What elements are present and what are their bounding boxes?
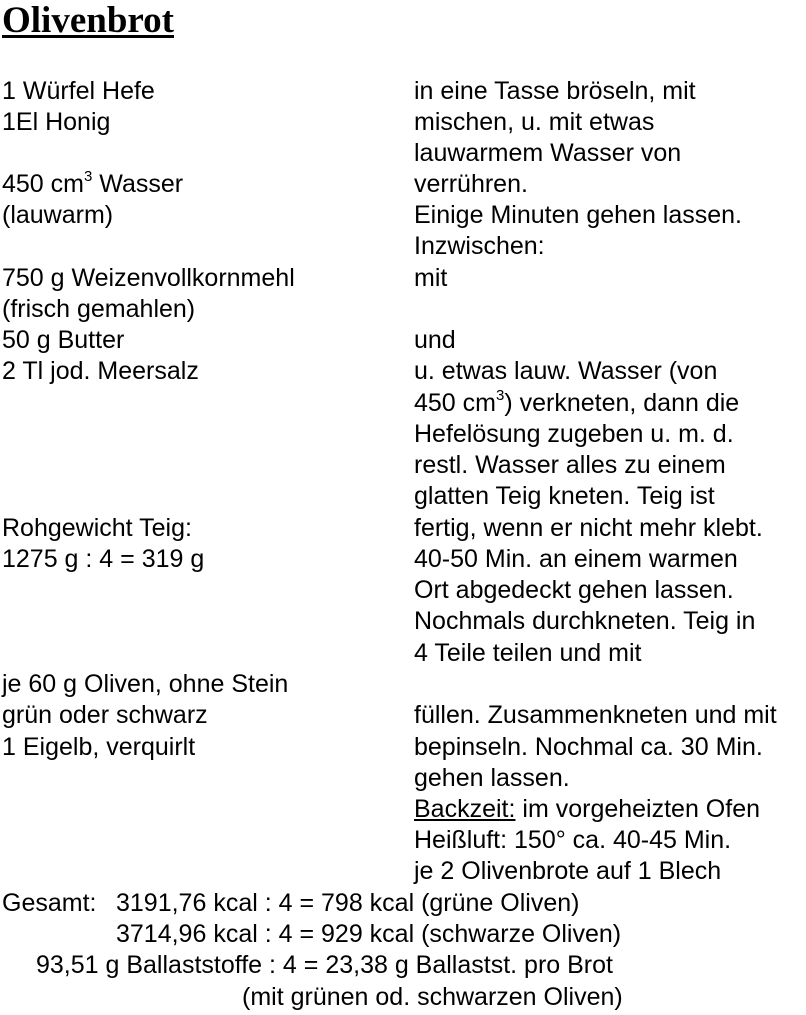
backzeit-label: Backzeit: bbox=[414, 795, 516, 823]
ingredient-honig: 1El Honig bbox=[2, 108, 111, 136]
wasser-amount: 450 cm bbox=[2, 170, 84, 198]
instruction-line: lauwarmem Wasser von bbox=[414, 139, 682, 167]
wasser-superscript: 3 bbox=[495, 387, 505, 404]
instruction-text: ) verkneten, dann die bbox=[504, 389, 740, 417]
ingredient-lauwarm: (lauwarm) bbox=[2, 201, 114, 229]
instruction-line: fertig, wenn er nicht mehr klebt. bbox=[414, 514, 763, 542]
instruction-line: bepinseln. Nochmal ca. 30 Min. bbox=[414, 733, 763, 761]
instruction-line: füllen. Zusammenkneten und mit bbox=[414, 701, 777, 729]
instruction-line: Inzwischen: bbox=[414, 232, 545, 260]
ingredient-butter: 50 g Butter bbox=[2, 326, 125, 354]
instruction-line: Ort abgedeckt gehen lassen. bbox=[414, 576, 734, 604]
rohgewicht-value: 1275 g : 4 = 319 g bbox=[2, 545, 205, 573]
instruction-line: Einige Minuten gehen lassen. bbox=[414, 201, 743, 229]
ingredient-mehl: 750 g Weizenvollkornmehl bbox=[2, 264, 295, 292]
instruction-line: Nochmals durchkneten. Teig in bbox=[414, 607, 756, 635]
blech-line: je 2 Olivenbrote auf 1 Blech bbox=[414, 857, 722, 885]
ingredient-wasser bbox=[2, 169, 183, 200]
ingredient-eigelb: 1 Eigelb, verquirlt bbox=[2, 733, 196, 761]
instruction-line: u. etwas lauw. Wasser (von bbox=[414, 357, 718, 385]
kcal-gruen: 3191,76 kcal : 4 = 798 kcal (grüne Oliven) bbox=[116, 889, 580, 917]
instruction-line: 4 Teile teilen und mit bbox=[414, 639, 642, 667]
page-title: Olivenbrot bbox=[2, 0, 174, 41]
instruction-line: mischen, u. mit etwas bbox=[414, 108, 655, 136]
instruction-line: in eine Tasse bröseln, mit bbox=[414, 77, 696, 105]
ingredient-oliven: je 60 g Oliven, ohne Stein bbox=[2, 670, 289, 698]
ingredient-salz: 2 Tl jod. Meersalz bbox=[2, 357, 199, 385]
instruction-line: mit bbox=[414, 264, 448, 292]
heissluft-line: Heißluft: 150° ca. 40-45 Min. bbox=[414, 826, 732, 854]
wasser-amount: 450 cm bbox=[414, 389, 496, 417]
backzeit-text: im vorgeheizten Ofen bbox=[515, 795, 761, 823]
kcal-schwarz: 3714,96 kcal : 4 = 929 kcal (schwarze Oliven) bbox=[116, 920, 622, 948]
instruction-line: Hefelösung zugeben u. m. d. bbox=[414, 420, 734, 448]
ingredient-hefe: 1 Würfel Hefe bbox=[2, 77, 155, 105]
ingredient-farbe: grün oder schwarz bbox=[2, 701, 208, 729]
instruction-line: und bbox=[414, 326, 456, 354]
instruction-line: 40-50 Min. an einem warmen bbox=[414, 545, 738, 573]
instruction-line: glatten Teig kneten. Teig ist bbox=[414, 482, 715, 510]
wasser-superscript: 3 bbox=[83, 168, 93, 185]
rohgewicht-label: Rohgewicht Teig: bbox=[2, 514, 192, 542]
oliven-hinweis: (mit grünen od. schwarzen Oliven) bbox=[242, 983, 623, 1011]
wasser-label: Wasser bbox=[92, 170, 184, 198]
ingredient-frisch: (frisch gemahlen) bbox=[2, 295, 196, 323]
gesamt-label: Gesamt: bbox=[2, 889, 97, 917]
instruction-line: verrühren. bbox=[414, 170, 528, 198]
ballaststoffe: 93,51 g Ballaststoffe : 4 = 23,38 g Ballastst. pro Brot bbox=[36, 951, 613, 979]
instruction-line: restl. Wasser alles zu einem bbox=[414, 451, 726, 479]
instruction-line: gehen lassen. bbox=[414, 764, 570, 792]
instruction-line bbox=[414, 388, 739, 419]
backzeit-line bbox=[414, 794, 760, 825]
